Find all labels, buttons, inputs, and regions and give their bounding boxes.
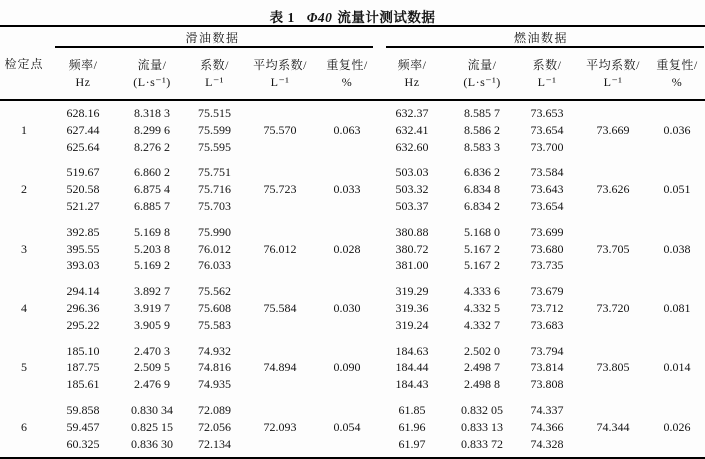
table-title-text: 流量计测试数据 [337,10,436,25]
lube-coef-value: 74.935 [198,377,231,392]
lube-freq-cell [48,160,118,219]
point-cell [0,279,48,338]
fuel-coef-cell [517,220,577,279]
fuel-rep-value: 0.014 [663,360,691,375]
lube-flow-value: 0.830 34 [131,402,173,417]
lube-repeatability-label: 重复性/ [326,57,368,72]
lube-avg-coefficient-unit: L⁻¹ [270,74,290,89]
fuel-rep-value: 0.051 [663,182,691,197]
fuel-repeatability-label: 重复性/ [656,57,698,72]
fuel-coef-value: 73.654 [530,122,564,137]
lube-avg-cell [243,339,317,398]
lube-avg-value: 75.584 [263,300,297,315]
lube-rep-value: 0.033 [333,182,361,197]
lube-coef-value: 76.012 [198,241,231,256]
point-column-header: 检定点 [0,26,48,100]
lube-flow-value: 3.919 7 [134,300,170,315]
lube-flow-value: 3.892 7 [134,284,170,299]
fuel-flow-cell [447,100,517,160]
table-number: 表 1 [269,10,295,25]
lube-flow-value: 2.476 9 [134,377,170,392]
lube-freq-cell [48,279,118,338]
fuel-freq-value: 380.72 [395,241,429,256]
lube-coef-value: 74.816 [198,360,231,375]
lube-flow-value: 6.860 2 [134,165,170,180]
fuel-rep-cell [649,398,705,459]
lube-flow-value: 5.169 2 [134,258,170,273]
lube-frequency-unit: Hz [75,74,91,89]
fuel-rep-cell [649,220,705,279]
fuel-coef-cell [517,100,577,160]
verification-point-row [0,220,705,279]
fuel-rep-cell [649,339,705,398]
fuel-flow-unit: (L·s⁻¹) [463,74,501,89]
lube-coef-cell [186,160,243,219]
fuel-coef-value: 73.679 [530,284,564,299]
fuel-flow-cell [447,220,517,279]
fuel-coef-cell [517,339,577,398]
fuel-coef-value: 74.337 [530,402,564,417]
lube-flow-label: 流量/ [137,57,167,72]
fuel-freq-value: 632.37 [395,106,429,120]
lube-freq-value: 295.22 [66,317,100,332]
fuel-rep-value: 0.038 [663,241,691,256]
fuel-coefficient-label: 系数/ [532,57,562,72]
point-value: 3 [21,241,27,256]
lube-freq-value: 395.55 [66,241,100,256]
fuel-coef-value: 73.584 [530,165,564,180]
lube-coef-value: 75.751 [198,165,231,180]
lube-freq-value: 60.325 [66,436,100,451]
flowmeter-test-data-table [0,25,705,459]
lube-flow-cell [118,339,186,398]
fuel-flow-value: 2.498 7 [464,360,501,375]
fuel-flow-value: 4.332 5 [464,300,501,315]
lube-coef-value: 75.599 [198,122,231,137]
fuel-avg-cell [577,220,649,279]
fuel-coefficient-unit: L⁻¹ [537,74,557,89]
fuel-flow-value: 5.167 2 [464,241,501,256]
fuel-freq-value: 319.36 [395,300,429,315]
group-header-lube-oil: 滑油数据 [48,26,377,48]
lube-freq-value: 59.457 [66,419,100,434]
fuel-coef-value: 73.735 [530,258,564,273]
fuel-rep-cell [649,279,705,338]
fuel-flow-header [447,48,517,100]
lube-freq-cell [48,398,118,459]
point-cell [0,398,48,459]
lube-coef-value: 75.990 [198,224,231,239]
fuel-flow-value: 6.836 2 [464,165,501,180]
lube-avg-value: 76.012 [263,241,297,256]
lube-repeatability-unit: % [341,74,353,89]
lube-freq-value: 628.16 [66,106,100,120]
lube-flow-cell [118,398,186,459]
fuel-avg-cell [577,160,649,219]
fuel-flow-value: 2.502 0 [464,343,501,358]
fuel-avg-value: 74.344 [596,419,630,434]
fuel-flow-value: 0.833 72 [461,436,504,451]
fuel-rep-cell [649,100,705,160]
group-header-row [0,26,705,48]
lube-freq-value: 520.58 [66,182,100,197]
lube-freq-value: 393.03 [66,258,100,273]
table-title-phi: Φ40 [306,10,333,25]
fuel-flow-label: 流量/ [467,57,497,72]
point-value: 4 [21,300,27,315]
lube-avg-cell [243,160,317,219]
fuel-coefficient-header [517,48,577,100]
table-body [0,100,705,459]
fuel-flow-cell [447,339,517,398]
lube-flow-cell [118,220,186,279]
lube-avg-cell [243,398,317,459]
lube-coef-cell [186,100,243,160]
fuel-flow-value: 5.168 0 [464,224,501,239]
fuel-coef-value: 73.808 [530,377,564,392]
verification-point-row [0,339,705,398]
lube-freq-value: 294.14 [66,284,100,299]
lube-avg-value: 74.894 [263,360,297,375]
lube-frequency-header [48,48,118,100]
lube-freq-value: 296.36 [66,300,100,315]
point-value: 6 [21,419,27,434]
lube-coef-cell [186,220,243,279]
fuel-avg-value: 73.705 [596,241,630,256]
fuel-freq-value: 61.85 [398,402,426,417]
fuel-frequency-header [377,48,447,100]
fuel-repeatability-unit: % [671,74,683,89]
fuel-freq-value: 632.60 [395,139,429,154]
lube-rep-cell [317,100,377,160]
lube-coef-value: 76.033 [198,258,231,273]
lube-coef-value: 75.562 [198,284,231,299]
fuel-coef-value: 73.794 [530,343,564,358]
lube-flow-unit: (L·s⁻¹) [133,74,171,89]
fuel-freq-cell [377,398,447,459]
lube-coef-cell [186,279,243,338]
fuel-coef-cell [517,160,577,219]
lube-coef-value: 75.703 [198,198,231,213]
fuel-flow-cell [447,279,517,338]
lube-freq-value: 185.10 [66,343,100,358]
fuel-frequency-label: 频率/ [397,57,427,72]
fuel-rep-cell [649,160,705,219]
fuel-coef-value: 73.654 [530,198,564,213]
point-value: 1 [21,122,27,137]
lube-flow-value: 5.169 8 [134,224,170,239]
fuel-flow-cell [447,160,517,219]
lube-coef-value: 75.595 [198,139,231,154]
lube-flow-header [118,48,186,100]
fuel-avg-value: 73.626 [596,182,630,197]
fuel-flow-value: 0.833 13 [461,419,504,434]
lube-freq-value: 392.85 [66,224,100,239]
lube-coef-value: 75.583 [198,317,231,332]
lube-freq-value: 187.75 [66,360,100,375]
fuel-flow-value: 4.332 7 [464,317,501,332]
lube-freq-cell [48,100,118,160]
fuel-freq-value: 184.63 [395,343,429,358]
fuel-avg-cell [577,339,649,398]
lube-coef-cell [186,398,243,459]
lube-freq-value: 625.64 [66,139,100,154]
fuel-flow-value: 4.333 6 [464,284,501,299]
fuel-flow-value: 6.834 2 [464,198,501,213]
fuel-freq-value: 319.24 [395,317,429,332]
fuel-coef-value: 73.680 [530,241,564,256]
fuel-freq-value: 503.32 [395,182,429,197]
lube-flow-value: 2.470 3 [134,343,170,358]
lube-avg-coefficient-label: 平均系数/ [253,57,307,72]
lube-coef-value: 75.515 [198,106,231,120]
fuel-freq-value: 381.00 [395,258,429,273]
lube-freq-value: 519.67 [66,165,100,180]
lube-flow-value: 8.299 6 [134,122,170,137]
fuel-coef-value: 73.643 [530,182,564,197]
group-header-fuel-oil: 燃油数据 [377,26,705,48]
fuel-flow-cell [447,398,517,459]
lube-flow-value: 6.885 7 [134,198,170,213]
lube-freq-cell [48,339,118,398]
lube-freq-cell [48,220,118,279]
fuel-avg-coefficient-header [577,48,649,100]
lube-avg-coefficient-header [243,48,317,100]
lube-rep-cell [317,398,377,459]
point-cell [0,160,48,219]
lube-freq-value: 627.44 [66,122,100,137]
lube-flow-value: 8.318 3 [134,106,170,120]
lube-avg-cell [243,100,317,160]
lube-rep-cell [317,339,377,398]
fuel-freq-cell [377,279,447,338]
fuel-freq-cell [377,160,447,219]
lube-repeatability-header [317,48,377,100]
fuel-coef-value: 74.366 [530,419,564,434]
point-value: 2 [21,182,27,197]
lube-avg-cell [243,220,317,279]
fuel-flow-value: 5.167 2 [464,258,501,273]
sub-header-row [0,48,705,100]
lube-rep-cell [317,220,377,279]
fuel-rep-value: 0.026 [663,419,691,434]
fuel-freq-value: 503.37 [395,198,429,213]
fuel-freq-value: 632.41 [395,122,429,137]
lube-flow-value: 3.905 9 [134,317,170,332]
fuel-coef-cell [517,279,577,338]
lube-flow-cell [118,100,186,160]
fuel-coef-value: 74.328 [530,436,564,451]
fuel-freq-cell [377,220,447,279]
fuel-flow-value: 2.498 8 [464,377,501,392]
fuel-rep-value: 0.036 [663,122,691,137]
fuel-freq-cell [377,100,447,160]
fuel-coef-value: 73.683 [530,317,564,332]
lube-freq-value: 521.27 [66,198,100,213]
lube-avg-value: 75.570 [263,122,297,137]
fuel-freq-value: 319.29 [395,284,429,299]
fuel-coef-value: 73.712 [530,300,564,315]
lube-flow-value: 5.203 8 [134,241,170,256]
lube-rep-value: 0.063 [333,122,361,137]
verification-point-row [0,398,705,459]
lube-flow-cell [118,160,186,219]
lube-coefficient-unit: L⁻¹ [205,74,224,89]
fuel-avg-coefficient-label: 平均系数/ [586,57,640,72]
point-value: 5 [21,360,27,375]
lube-coef-value: 75.608 [198,300,231,315]
fuel-coef-value: 73.700 [530,139,564,154]
lube-rep-value: 0.030 [333,300,361,315]
fuel-rep-value: 0.081 [663,300,691,315]
fuel-frequency-unit: Hz [404,74,420,89]
lube-coef-value: 74.932 [198,343,231,358]
fuel-freq-value: 380.88 [395,224,429,239]
lube-rep-cell [317,279,377,338]
lube-coef-cell [186,339,243,398]
fuel-avg-value: 73.669 [596,122,630,137]
lube-rep-value: 0.054 [333,419,361,434]
lube-avg-cell [243,279,317,338]
lube-coefficient-label: 系数/ [200,57,229,72]
fuel-avg-value: 73.805 [596,360,630,375]
fuel-freq-value: 61.96 [398,419,426,434]
fuel-freq-value: 503.03 [395,165,429,180]
verification-point-row [0,100,705,160]
lube-flow-value: 2.509 5 [134,360,170,375]
fuel-flow-value: 8.585 7 [464,106,501,120]
lube-frequency-label: 频率/ [68,57,98,72]
lube-flow-cell [118,279,186,338]
fuel-freq-cell [377,339,447,398]
lube-coef-value: 72.134 [198,436,231,451]
fuel-avg-coefficient-unit: L⁻¹ [603,74,623,89]
fuel-coef-cell [517,398,577,459]
fuel-avg-cell [577,398,649,459]
lube-coef-value: 75.716 [198,182,231,197]
lube-flow-value: 0.836 30 [131,436,173,451]
table-caption [0,0,705,25]
fuel-coef-value: 73.814 [530,360,564,375]
point-cell [0,339,48,398]
lube-flow-value: 8.276 2 [134,139,170,154]
fuel-flow-value: 8.583 3 [464,139,501,154]
fuel-avg-cell [577,100,649,160]
lube-rep-cell [317,160,377,219]
fuel-freq-value: 184.44 [395,360,429,375]
lube-flow-value: 6.875 4 [134,182,170,197]
fuel-freq-value: 61.97 [398,436,426,451]
fuel-coef-value: 73.699 [530,224,564,239]
lube-freq-value: 59.858 [66,402,100,417]
lube-rep-value: 0.090 [333,360,361,375]
lube-avg-value: 72.093 [263,419,297,434]
fuel-flow-value: 8.586 2 [464,122,501,137]
fuel-repeatability-header [649,48,705,100]
lube-flow-value: 0.825 15 [131,419,173,434]
fuel-coef-value: 73.653 [530,106,564,120]
verification-point-row [0,279,705,338]
point-cell [0,100,48,160]
lube-coef-value: 72.089 [198,402,231,417]
fuel-avg-value: 73.720 [596,300,630,315]
lube-freq-value: 185.61 [66,377,100,392]
lube-avg-value: 75.723 [263,182,297,197]
lube-rep-value: 0.028 [333,241,361,256]
fuel-avg-cell [577,279,649,338]
lube-coef-value: 72.056 [198,419,231,434]
fuel-flow-value: 6.834 8 [464,182,501,197]
lube-coefficient-header [186,48,243,100]
verification-point-row [0,160,705,219]
fuel-freq-value: 184.43 [395,377,429,392]
point-cell [0,220,48,279]
fuel-flow-value: 0.832 05 [461,402,504,417]
